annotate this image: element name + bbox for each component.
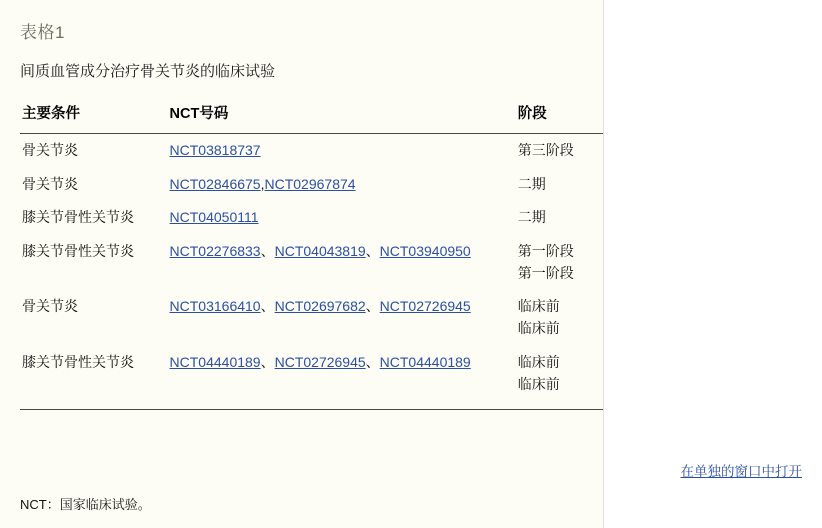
cell-nct-links (168, 235, 516, 290)
cell-nct-links (168, 168, 516, 202)
cell-condition: 骨关节炎 (22, 175, 78, 192)
nct-link[interactable]: NCT02967874 (264, 175, 356, 192)
nct-link[interactable]: NCT02726945 (379, 298, 471, 315)
nct-separator: 、 (365, 298, 380, 315)
cell-phase (516, 235, 603, 290)
cell-condition: 膝关节骨性关节炎 (20, 346, 168, 410)
column-header-nct: NCT号码 (168, 98, 516, 134)
cell-nct-links (168, 201, 516, 235)
open-in-separate-window[interactable] (681, 460, 803, 480)
nct-link[interactable]: NCT04043819 (274, 243, 366, 260)
table-caption: 间质血管成分治疗骨关节炎的临床试验 (20, 63, 276, 80)
nct-link[interactable]: NCT03166410 (169, 298, 261, 315)
column-header-phase: 阶段 (516, 98, 603, 134)
cell-phase (516, 201, 603, 235)
cell-condition: 骨关节炎 (22, 142, 78, 158)
phase-value: 第一阶段 (517, 243, 574, 260)
nct-separator: 、 (260, 243, 275, 260)
table-row (20, 346, 603, 410)
nct-link[interactable]: NCT04440189 (379, 353, 471, 370)
nct-link[interactable]: NCT04050111 (169, 209, 259, 226)
cell-nct-links (168, 346, 516, 410)
nct-separator: , (260, 175, 265, 192)
phase-value: 临床前 (517, 353, 560, 370)
table-body (20, 134, 603, 410)
table-row (20, 290, 603, 345)
open-in-separate-window-link[interactable]: 在单独的窗口中打开 (680, 464, 802, 479)
phase-value: 二期 (517, 175, 546, 192)
cell-condition: 膝关节骨性关节炎 (22, 209, 134, 226)
phase-value: 二期 (517, 209, 546, 226)
cell-nct-links (168, 290, 516, 345)
table-header (20, 98, 603, 134)
nct-separator: 、 (365, 353, 380, 370)
phase-value-extra: 临床前 (517, 375, 560, 392)
table-row (20, 235, 603, 290)
cell-condition: 膝关节骨性关节炎 (22, 243, 134, 260)
nct-separator: 、 (260, 353, 275, 370)
cell-condition: 骨关节炎 (22, 298, 78, 315)
phase-value: 临床前 (517, 298, 560, 315)
cell-phase (516, 290, 603, 345)
phase-value-extra: 临床前 (517, 320, 560, 337)
nct-link[interactable]: NCT04440189 (169, 353, 261, 370)
nct-link[interactable]: NCT02846675 (169, 175, 261, 192)
cell-nct-links (168, 134, 516, 168)
nct-link[interactable]: NCT02276833 (169, 243, 261, 260)
cell-phase (516, 168, 603, 202)
nct-link[interactable]: NCT03940950 (379, 243, 471, 260)
table-footnote: NCT：国家临床试验。 (20, 497, 151, 512)
nct-link[interactable]: NCT03818737 (169, 142, 261, 158)
table-label: 表格1 (20, 23, 65, 42)
cell-phase (516, 134, 603, 168)
table-row (20, 134, 603, 168)
nct-separator: 、 (260, 298, 275, 315)
table-row (20, 201, 603, 235)
nct-separator: 、 (365, 243, 380, 260)
table-header-row (20, 98, 603, 134)
phase-value: 第三阶段 (517, 142, 574, 158)
cell-phase (516, 346, 603, 410)
table-row (20, 168, 603, 202)
nct-link[interactable]: NCT02697682 (274, 298, 366, 315)
clinical-trials-table (20, 98, 603, 410)
nct-link[interactable]: NCT02726945 (274, 353, 366, 370)
phase-value-extra: 第一阶段 (517, 264, 574, 281)
column-header-condition: 主要条件 (20, 98, 168, 134)
